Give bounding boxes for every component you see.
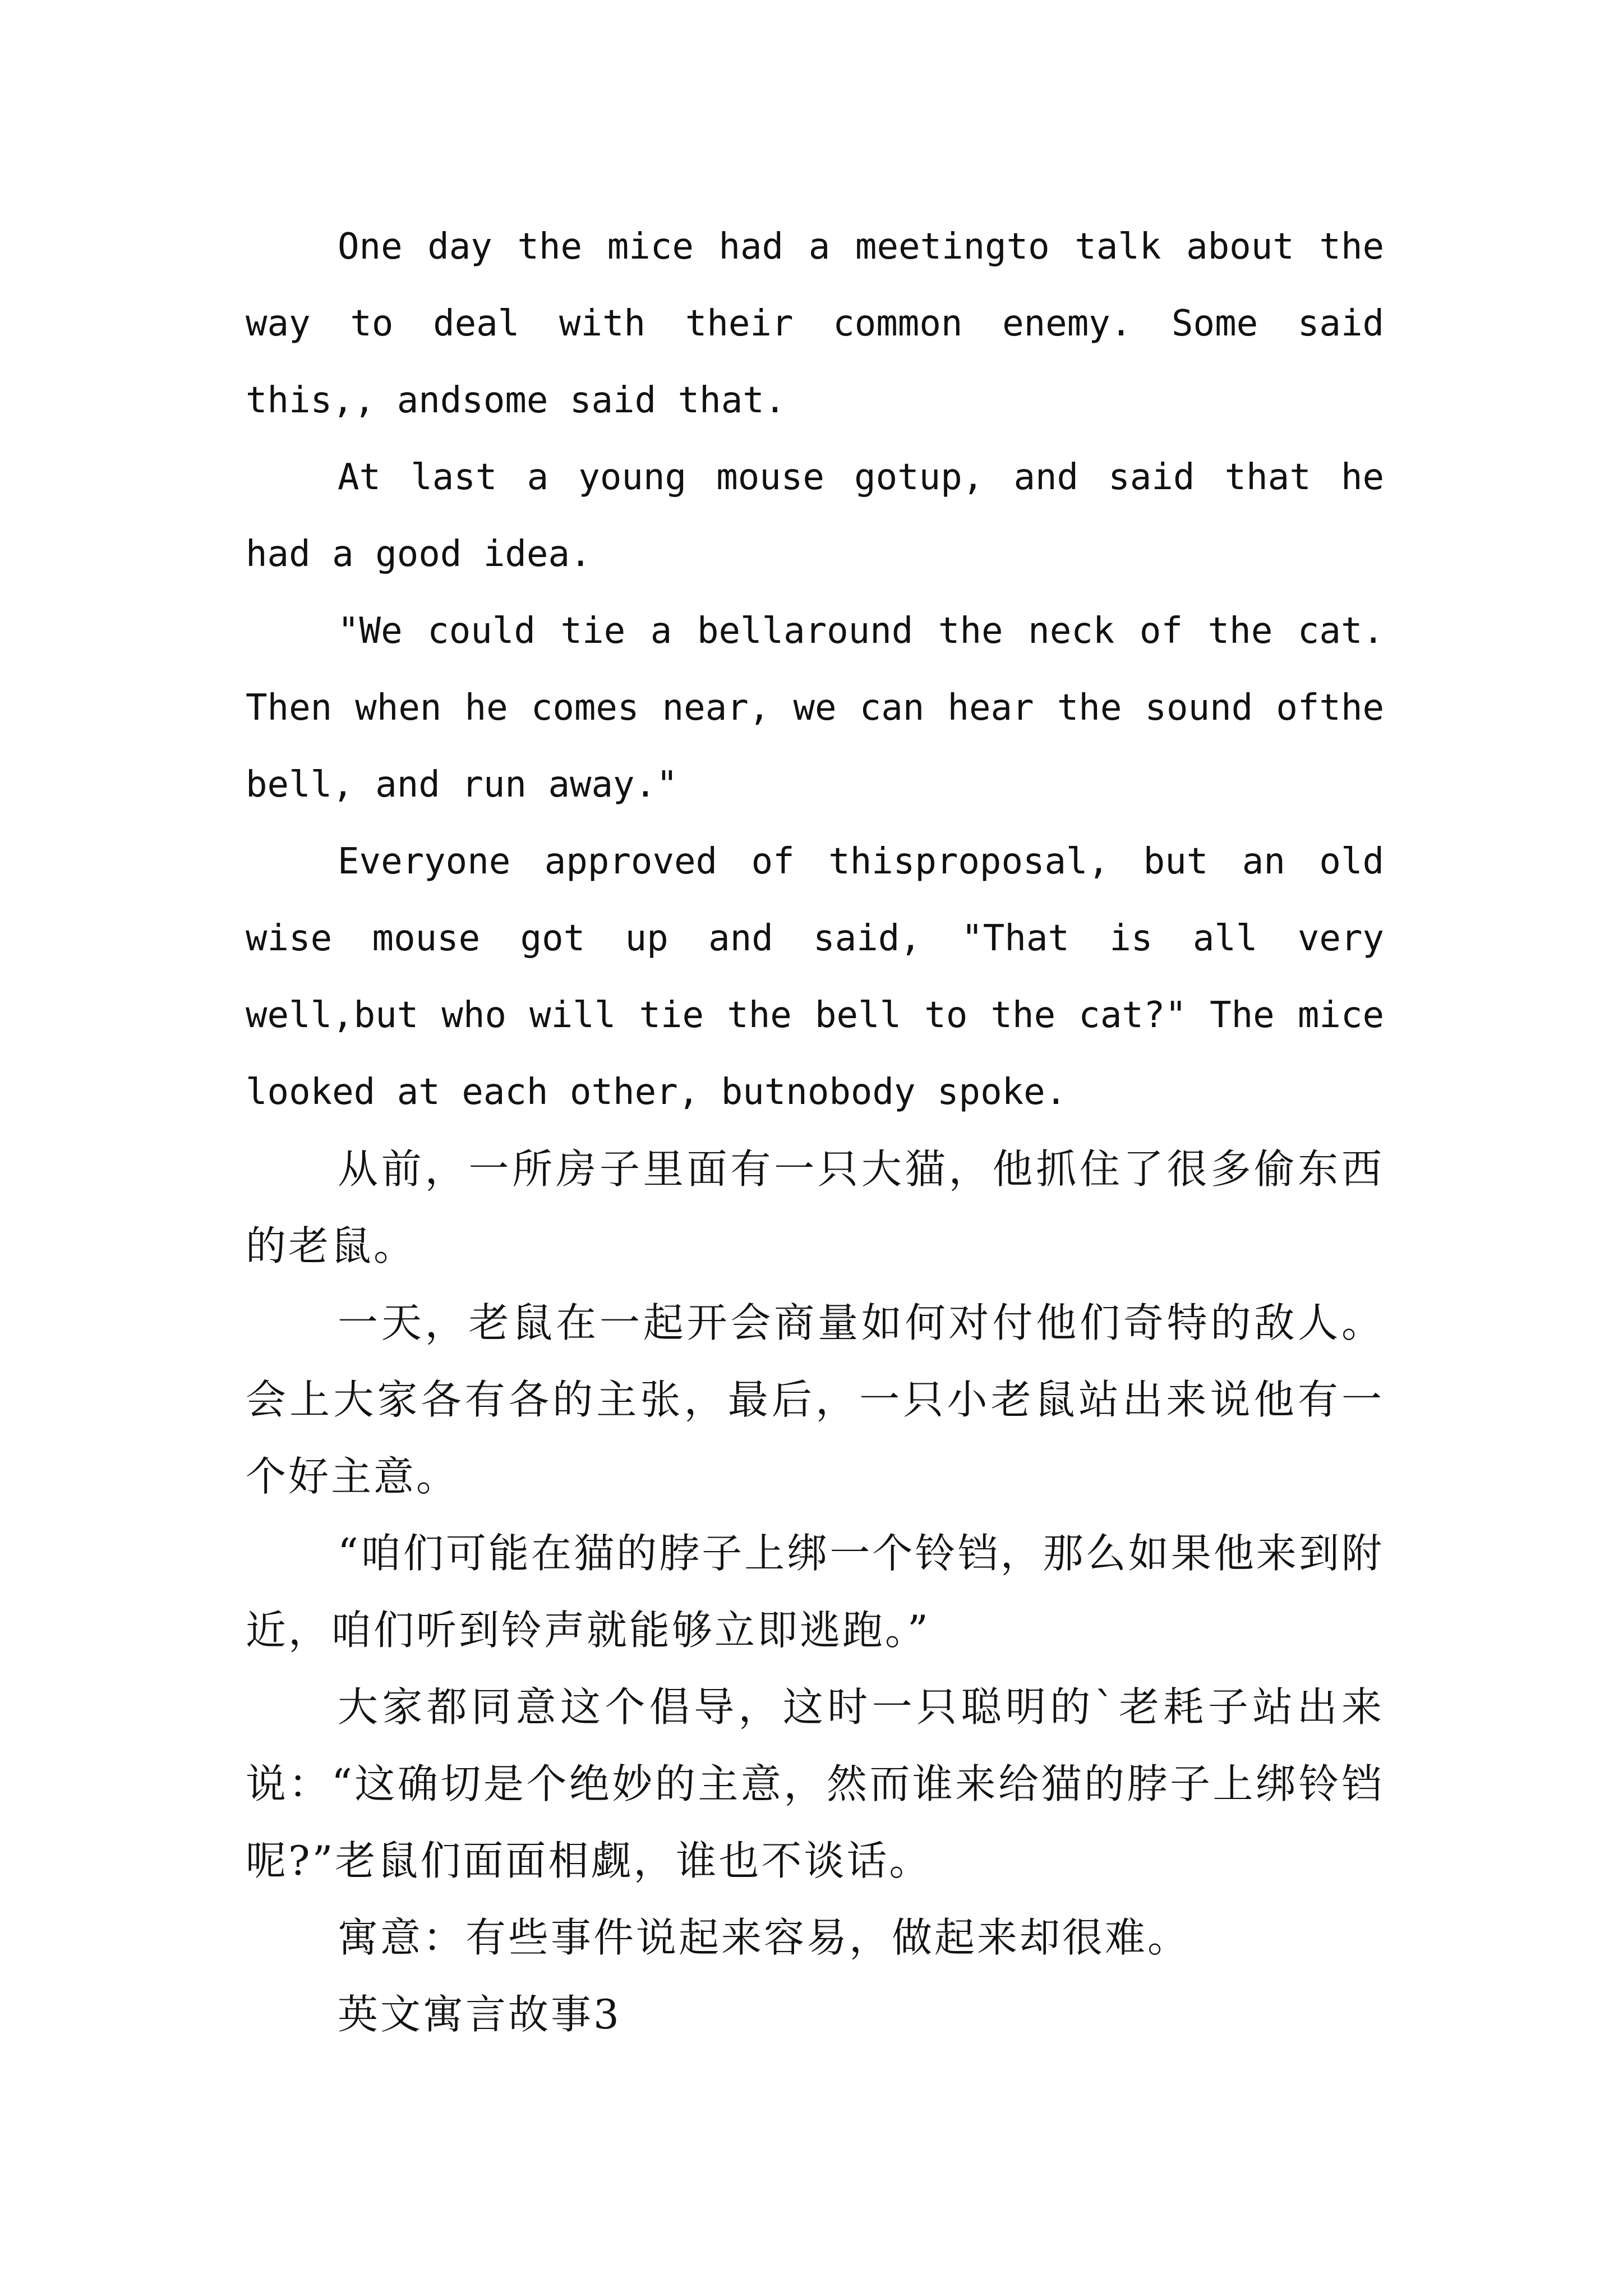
- paragraph-cn-moral: 寓意：有些事件说起来容易，做起来却很难。: [338, 1914, 1191, 1961]
- paragraph-cn-big-cat: 从前，一所房子里面有一只大猫，他抓住了很多偷东西的老鼠。: [246, 1145, 1384, 1269]
- section-heading: 英文寓言故事3: [338, 1991, 621, 2038]
- paragraph-bell-idea: "We could tie a bellaround the neck of the cat. Then when he comes near, we can hear the sound ofthe bell, and run away.": [246, 610, 1384, 806]
- paragraph-old-mouse: Everyone approved of thisproposal, but an old wise mouse got up and said, "That is all very well,but who will tie the bell to the cat?" The mice looked at each other, butnobody spoke.: [246, 841, 1384, 1113]
- paragraph-cn-bell-idea: “咱们可能在猫的脖子上绑一个铃铛，那么如果他来到附近，咱们听到铃声就能够立即逃跑。”: [246, 1530, 1384, 1654]
- paragraph-young-mouse: At last a young mouse gotup, and said that he had a good idea.: [246, 457, 1384, 575]
- paragraph-cn-old-mouse: 大家都同意这个倡导，这时一只聪明的`老耗子站出来说：“这确切是个绝妙的主意，然而谁来给猫的脖子上绑铃铛呢?”老鼠们面面相觑，谁也不谈话。: [246, 1683, 1384, 1884]
- paragraph-mice-meeting: One day the mice had a meetingto talk about the way to deal with their common enemy. Some said this,, andsome said that.: [246, 226, 1384, 421]
- paragraph-cn-meeting: 一天，老鼠在一起开会商量如何对付他们奇特的敌人。会上大家各有各的主张，最后，一只小老鼠站出来说他有一个好主意。: [246, 1299, 1384, 1500]
- document-body: [246, 209, 1384, 2053]
